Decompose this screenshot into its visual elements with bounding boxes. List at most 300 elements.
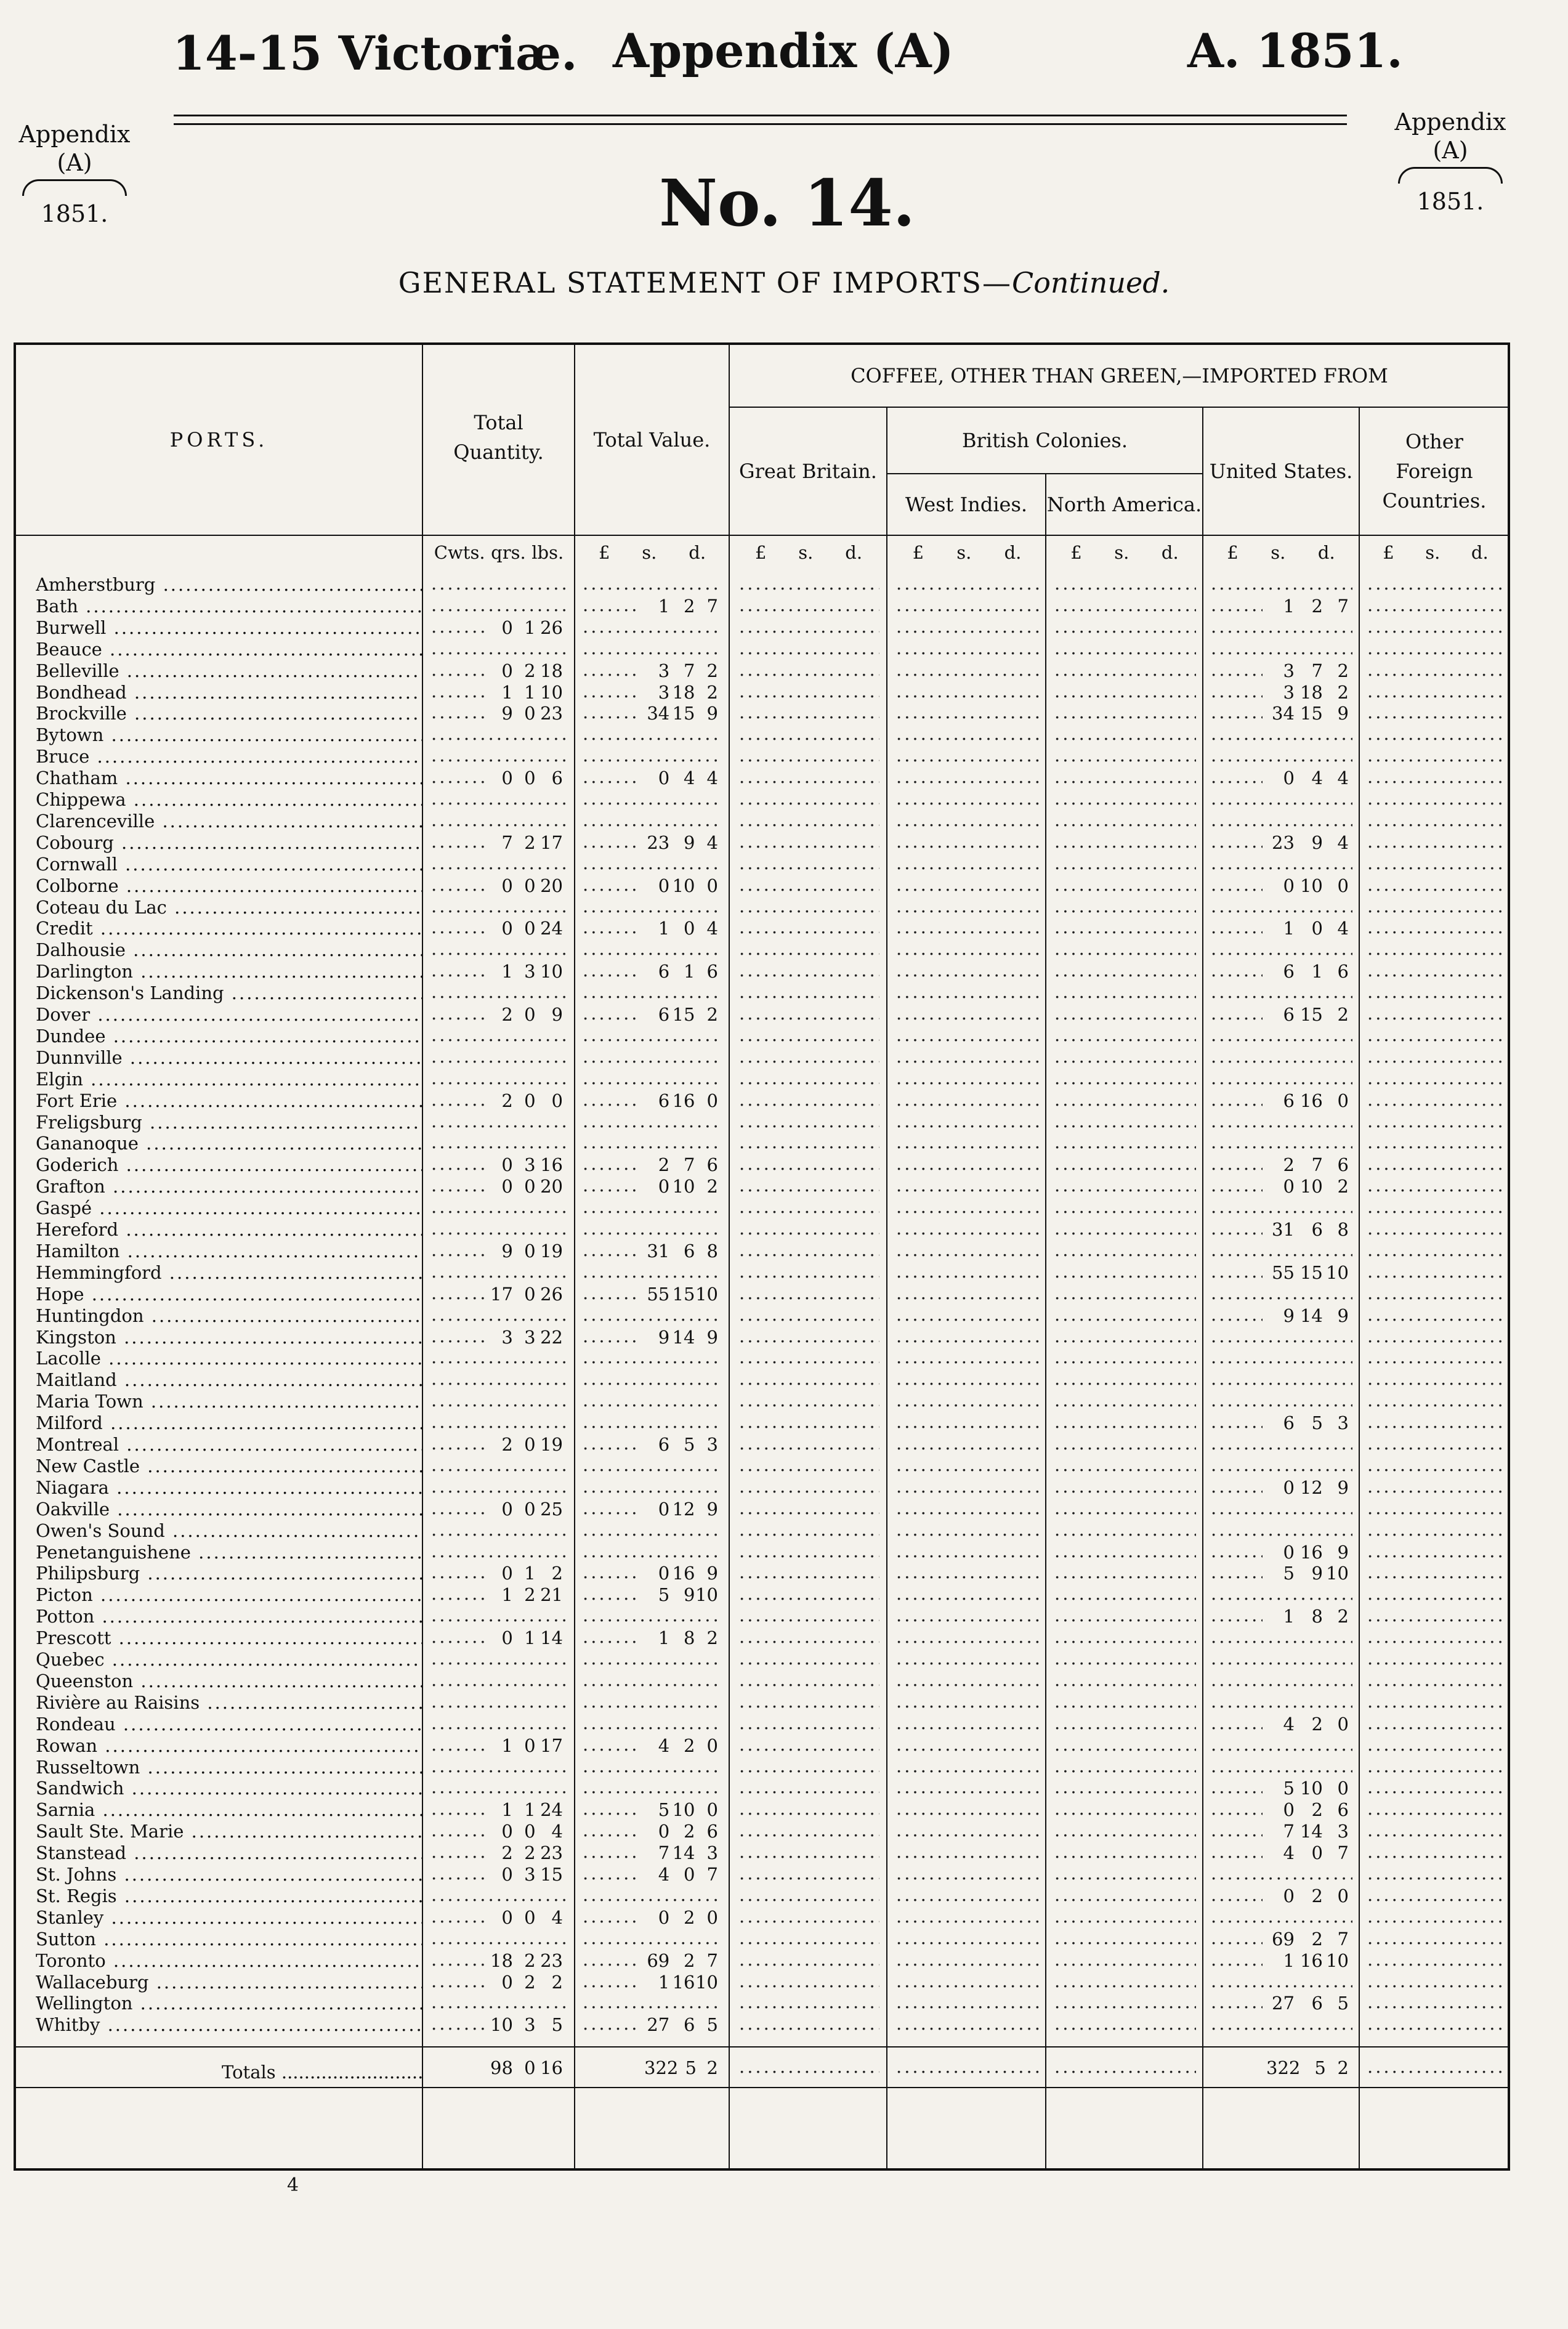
dot-leader <box>739 1369 879 1391</box>
port-name-text: Maria Town <box>36 1391 143 1412</box>
dot-leader <box>1367 1563 1504 1584</box>
value-cell-part: 9 <box>706 703 718 724</box>
margin-note-left <box>4 120 145 228</box>
dot-leader <box>896 1842 1039 1864</box>
dot-leader <box>1211 639 1352 660</box>
dot-leader <box>1367 1219 1504 1241</box>
port-name <box>36 1391 422 1412</box>
unit-lbs: lbs. <box>531 542 564 563</box>
dot-leader <box>739 1197 879 1219</box>
dot-leader <box>583 746 722 768</box>
unit-money-2: d. <box>1317 542 1335 563</box>
port-name-text: Gaspé <box>36 1197 92 1219</box>
us-cell-part: 23 <box>1272 832 1295 853</box>
unit-money-2: d. <box>845 542 863 563</box>
dot-leader <box>431 1305 568 1327</box>
quantity-cell <box>487 1434 567 1456</box>
port-name-text: Dunnville <box>36 1047 123 1068</box>
unit-money-1: s. <box>642 542 657 563</box>
dot-leader <box>739 1864 879 1885</box>
value-cell <box>641 961 722 982</box>
na-units <box>1054 542 1195 563</box>
totals-value-part: 5 <box>685 2057 697 2078</box>
other-foreign-header: Other Foreign Countries. <box>1382 430 1487 512</box>
dot-leader <box>1054 1929 1196 1950</box>
dot-leader <box>1211 1671 1352 1692</box>
running-head-right: A. 1851. <box>1187 23 1403 78</box>
dot-leader <box>1367 1391 1504 1412</box>
west-indies-header: West Indies. <box>905 493 1028 516</box>
value-cell <box>641 1004 722 1026</box>
dot-leader <box>1367 724 1504 746</box>
quantity-cell <box>487 1972 567 1993</box>
dot-leader <box>583 789 722 811</box>
dot-leader <box>431 746 568 768</box>
dot-leader <box>739 1627 879 1649</box>
dot-leader <box>896 1929 1039 1950</box>
dot-leader <box>896 1348 1039 1369</box>
port-name-text: St. Johns <box>36 1864 117 1885</box>
us-units <box>1211 542 1351 563</box>
dot-leader <box>896 1069 1039 1090</box>
dot-leader <box>739 832 879 854</box>
us-cell-part: 2 <box>1337 1606 1349 1627</box>
dot-leader <box>739 1842 879 1864</box>
dot-leader <box>896 811 1039 832</box>
port-name-text: Belleville <box>36 660 119 681</box>
value-cell-part: 14 <box>672 1842 695 1864</box>
totals-us-part: 322 <box>1266 2057 1301 2078</box>
dot-leader <box>1054 746 1196 768</box>
table-row <box>0 1885 1568 1907</box>
us-cell-part: 10 <box>1299 875 1323 896</box>
table-row <box>0 1757 1568 1778</box>
us-cell-part: 2 <box>1311 1799 1323 1821</box>
us-cell <box>1263 660 1352 682</box>
us-cell <box>1263 1542 1352 1563</box>
dot-leader <box>1367 875 1504 897</box>
value-cell-part: 5 <box>658 1799 670 1821</box>
dot-leader <box>739 1584 879 1606</box>
dot-leader <box>431 1133 568 1154</box>
port-name-text: Owen's Sound <box>36 1520 165 1541</box>
us-cell <box>1263 918 1352 939</box>
value-cell-part: 6 <box>706 961 718 982</box>
quantity-cell-part: 3 <box>524 1864 536 1885</box>
port-name-text: Wellington <box>36 1993 133 2014</box>
value-cell-part: 9 <box>684 1584 695 1606</box>
dot-leader <box>739 2014 879 2036</box>
port-name <box>36 1907 422 1929</box>
dot-leader <box>896 1799 1039 1821</box>
us-cell-part: 3 <box>1337 1821 1349 1842</box>
dot-leader <box>739 1757 879 1778</box>
dot-leader <box>1367 832 1504 854</box>
dot-leader <box>739 617 879 639</box>
table-row <box>0 1627 1568 1649</box>
us-cell-part: 1 <box>1283 1950 1295 1971</box>
dot-leader <box>739 1047 879 1069</box>
port-name <box>36 1047 422 1069</box>
port-name-text: Burwell <box>36 617 107 638</box>
us-cell-part: 6 <box>1311 1219 1323 1240</box>
dot-leader <box>1367 1799 1504 1821</box>
dot-leader <box>739 1692 879 1714</box>
quantity-cell-part: 1 <box>501 961 513 982</box>
dot-leader <box>1054 2014 1196 2036</box>
us-cell-part: 6 <box>1283 961 1295 982</box>
margin-note-left-sub: (A) <box>57 149 92 176</box>
dot-leader <box>1367 1864 1504 1885</box>
value-cell-part: 4 <box>658 1864 670 1885</box>
port-name <box>36 961 422 982</box>
quantity-cell <box>487 1799 567 1821</box>
quantity-cell-part: 4 <box>551 1821 563 1842</box>
coffee-header: COFFEE, OTHER THAN GREEN,—IMPORTED FROM <box>851 364 1388 387</box>
port-name <box>36 1176 422 1197</box>
dot-leader <box>1054 1412 1196 1434</box>
quantity-cell-part: 3 <box>501 1326 513 1348</box>
port-name-text: Darlington <box>36 961 133 982</box>
dot-leader <box>1367 746 1504 768</box>
value-cell-part: 6 <box>658 1090 670 1111</box>
dot-leader <box>583 1692 722 1714</box>
value-cell-part: 4 <box>658 1735 670 1756</box>
dot-leader <box>431 724 568 746</box>
dot-leader <box>739 1262 879 1284</box>
port-name-text: Philipsburg <box>36 1563 140 1584</box>
us-cell-part: 2 <box>1337 1004 1349 1025</box>
us-cell-part: 2 <box>1311 1713 1323 1735</box>
quantity-cell-part: 0 <box>524 875 536 896</box>
dot-leader <box>1367 574 1504 596</box>
value-cell <box>641 1327 722 1348</box>
table-row <box>0 1799 1568 1821</box>
quantity-cell <box>487 1241 567 1262</box>
table-row <box>0 1047 1568 1069</box>
dot-leader <box>431 1778 568 1799</box>
port-name <box>36 1197 422 1219</box>
value-cell-part: 8 <box>706 1240 718 1262</box>
dot-leader <box>896 1821 1039 1842</box>
margin-brace-left <box>22 179 127 196</box>
dot-leader <box>739 1456 879 1477</box>
dot-leader <box>1054 596 1196 617</box>
dot-leader <box>1054 939 1196 961</box>
value-cell <box>641 1499 722 1520</box>
port-name-text: Sandwich <box>36 1778 124 1799</box>
port-name-text: Huntingdon <box>36 1305 144 1326</box>
us-cell-part: 18 <box>1299 681 1323 703</box>
dot-leader <box>1211 1649 1352 1671</box>
quantity-cell-part: 0 <box>501 875 513 896</box>
dot-leader <box>1367 1929 1504 1950</box>
quantity-cell-part: 0 <box>501 1154 513 1176</box>
port-name-text: Coteau du Lac <box>36 896 167 918</box>
us-cell-part: 7 <box>1337 595 1349 617</box>
unit-cwts: Cwts. <box>434 542 485 563</box>
dot-leader <box>896 1885 1039 1907</box>
dot-leader <box>1367 1950 1504 1972</box>
port-name <box>36 1369 422 1391</box>
us-cell-part: 8 <box>1311 1606 1323 1627</box>
table-row <box>0 1972 1568 1993</box>
table-row <box>0 768 1568 789</box>
dot-leader <box>896 854 1039 875</box>
table-row <box>0 1154 1568 1176</box>
united-states-header: United States. <box>1209 460 1353 483</box>
port-name <box>36 1950 422 1972</box>
dot-leader <box>896 982 1039 1004</box>
dot-leader <box>431 1047 568 1069</box>
quantity-cell-part: 10 <box>540 961 563 982</box>
dot-leader <box>1367 682 1504 703</box>
dot-leader <box>896 703 1039 724</box>
wi-units <box>896 542 1038 563</box>
dot-leader <box>1367 660 1504 682</box>
dot-leader <box>896 1026 1039 1047</box>
dot-leader <box>1211 1864 1352 1885</box>
value-cell-part: 2 <box>706 681 718 703</box>
british-colonies-header: British Colonies. <box>962 429 1128 452</box>
us-cell-part: 12 <box>1299 1476 1323 1498</box>
us-cell <box>1263 1714 1352 1735</box>
dot-leader <box>896 596 1039 617</box>
dot-leader <box>896 1133 1039 1154</box>
us-cell-part: 0 <box>1283 1885 1295 1906</box>
dot-leader <box>1367 811 1504 832</box>
table-row <box>0 1348 1568 1369</box>
quantity-cell <box>487 2014 567 2036</box>
us-cell-part: 4 <box>1337 768 1349 789</box>
quantity-cell-part: 0 <box>501 918 513 939</box>
us-cell-part: 5 <box>1283 1563 1295 1584</box>
us-cell-part: 6 <box>1337 961 1349 982</box>
quantity-cell-part: 1 <box>501 1735 513 1756</box>
value-cell <box>641 660 722 682</box>
value-cell-part: 4 <box>706 832 718 853</box>
dot-leader <box>739 660 879 682</box>
table-row <box>0 939 1568 961</box>
value-cell-part: 23 <box>647 832 670 853</box>
port-name <box>36 596 422 617</box>
dot-leader <box>1367 1197 1504 1219</box>
dot-leader <box>1211 1327 1352 1348</box>
port-name-text: Stanstead <box>36 1842 127 1864</box>
port-name-text: Niagara <box>36 1476 109 1498</box>
port-name-text: St. Regis <box>36 1885 117 1906</box>
dot-leader <box>739 1950 879 1972</box>
unit-money-1: s. <box>1114 542 1130 563</box>
quantity-cell-part: 4 <box>551 1906 563 1928</box>
dot-leader <box>1054 961 1196 982</box>
dot-leader <box>583 1606 722 1627</box>
port-name <box>36 682 422 703</box>
port-name <box>36 1821 422 1842</box>
us-cell-part: 16 <box>1299 1950 1323 1971</box>
table-row <box>0 1520 1568 1542</box>
dot-leader <box>431 1262 568 1284</box>
value-cell-part: 6 <box>706 1154 718 1176</box>
value-cell <box>641 703 722 724</box>
port-name <box>36 1219 422 1241</box>
us-cell <box>1263 1799 1352 1821</box>
table-row <box>0 1284 1568 1305</box>
port-name <box>36 1090 422 1112</box>
value-cell-part: 0 <box>658 1821 670 1842</box>
port-name <box>36 897 422 918</box>
dot-leader <box>1054 1284 1196 1305</box>
table-row <box>0 1821 1568 1842</box>
dot-leader <box>896 1219 1039 1241</box>
dot-leader <box>1367 1412 1504 1434</box>
port-name <box>36 811 422 832</box>
dot-leader <box>1211 2014 1352 2036</box>
port-name <box>36 1069 422 1090</box>
dot-leader <box>1367 1369 1504 1391</box>
dot-leader <box>896 1649 1039 1671</box>
value-cell <box>641 1842 722 1864</box>
dot-leader <box>1054 1842 1196 1864</box>
quantity-cell <box>487 682 567 703</box>
table-row <box>0 1090 1568 1112</box>
value-cell-part: 2 <box>706 1004 718 1025</box>
dot-leader <box>583 1649 722 1671</box>
dot-leader <box>896 768 1039 789</box>
dot-leader <box>739 1004 879 1026</box>
dot-leader <box>1211 1456 1352 1477</box>
quantity-cell <box>487 768 567 789</box>
value-cell <box>641 1284 722 1305</box>
port-name-text: Chippewa <box>36 789 126 810</box>
value-cell <box>641 1584 722 1606</box>
dot-leader <box>739 1649 879 1671</box>
value-cell <box>641 1735 722 1757</box>
dot-leader <box>896 1499 1039 1520</box>
us-cell-part: 4 <box>1283 1713 1295 1735</box>
dot-leader <box>1054 682 1196 703</box>
unit-money-0: £ <box>1227 542 1239 563</box>
margin-note-right-label: Appendix <box>1394 108 1506 136</box>
dot-leader <box>583 1197 722 1219</box>
value-cell-part: 3 <box>706 1842 718 1864</box>
dot-leader <box>583 1112 722 1133</box>
value-cell-part: 16 <box>672 1090 695 1111</box>
dot-leader <box>1367 1584 1504 1606</box>
dot-leader <box>1054 1477 1196 1499</box>
dot-leader <box>1367 1348 1504 1369</box>
table-row <box>0 1327 1568 1348</box>
quantity-cell <box>487 617 567 639</box>
totals-label: Totals ......................... <box>222 2062 424 2083</box>
dot-leader <box>896 1757 1039 1778</box>
quantity-cell-part: 0 <box>524 1240 536 1262</box>
dot-leader <box>1054 1176 1196 1197</box>
dot-leader <box>1054 1864 1196 1885</box>
dot-leader <box>739 1241 879 1262</box>
value-cell-part: 1 <box>684 961 695 982</box>
port-name-text: Rondeau <box>36 1713 116 1735</box>
table-row <box>0 1714 1568 1735</box>
value-cell <box>641 768 722 789</box>
dot-leader <box>583 1133 722 1154</box>
value-cell-part: 5 <box>658 1584 670 1606</box>
dot-leader <box>1211 1520 1352 1542</box>
dot-leader <box>1211 1348 1352 1369</box>
dot-leader <box>1211 1627 1352 1649</box>
dot-leader <box>1211 1584 1352 1606</box>
dot-leader <box>1211 982 1352 1004</box>
port-name-text: Bath <box>36 595 78 617</box>
quantity-cell-part: 0 <box>501 660 513 681</box>
port-name-text: Chatham <box>36 768 118 789</box>
quantity-cell-part: 0 <box>501 1971 513 1993</box>
port-name-text: Dickenson's Landing <box>36 982 224 1004</box>
dot-leader <box>1367 1434 1504 1456</box>
port-name <box>36 789 422 811</box>
dot-leader <box>1054 1004 1196 1026</box>
port-name <box>36 1434 422 1456</box>
quantity-cell-part: 2 <box>524 1842 536 1864</box>
dot-leader <box>1367 1692 1504 1714</box>
us-cell <box>1263 682 1352 703</box>
value-cell <box>641 1950 722 1972</box>
dot-leader <box>1211 939 1352 961</box>
dot-leader <box>583 1477 722 1499</box>
table-row <box>0 660 1568 682</box>
table-row <box>0 1842 1568 1864</box>
table-row <box>0 1864 1568 1885</box>
quantity-cell-part: 1 <box>524 681 536 703</box>
dot-leader <box>1054 1348 1196 1369</box>
dot-leader <box>1054 1821 1196 1842</box>
value-cell-part: 10 <box>672 1799 695 1821</box>
quantity-cell-part: 6 <box>551 768 563 789</box>
dot-leader <box>739 1284 879 1305</box>
dot-leader <box>1367 1176 1504 1197</box>
dot-leader <box>739 1154 879 1176</box>
dot-leader <box>431 1542 568 1563</box>
port-name <box>36 1799 422 1821</box>
totals-quantity-part: 0 <box>524 2057 536 2078</box>
dot-leader <box>739 939 879 961</box>
dot-leader <box>896 1284 1039 1305</box>
table-number: No. 14. <box>659 165 915 241</box>
quantity-cell <box>487 1004 567 1026</box>
dot-leader <box>896 574 1039 596</box>
quantity-cell-part: 0 <box>501 617 513 638</box>
port-name-text: Maitland <box>36 1369 117 1391</box>
port-name <box>36 1520 422 1542</box>
quantity-cell-part: 0 <box>501 1864 513 1885</box>
port-name-text: Brockville <box>36 703 127 724</box>
dot-leader <box>739 1907 879 1929</box>
quantity-cell-part: 18 <box>540 660 563 681</box>
dot-leader <box>1367 1305 1504 1327</box>
header-rule-bottom <box>174 123 1347 125</box>
port-name-text: Russeltown <box>36 1756 140 1778</box>
dot-leader <box>739 1606 879 1627</box>
port-name <box>36 1348 422 1369</box>
us-cell-part: 10 <box>1299 1778 1323 1799</box>
value-cell-part: 6 <box>658 1004 670 1025</box>
dot-leader <box>1367 1757 1504 1778</box>
value-cell-part: 9 <box>706 1326 718 1348</box>
dot-leader <box>739 1735 879 1757</box>
dot-leader <box>1367 1069 1504 1090</box>
us-cell-part: 2 <box>1311 1885 1323 1906</box>
dot-leader <box>431 1069 568 1090</box>
